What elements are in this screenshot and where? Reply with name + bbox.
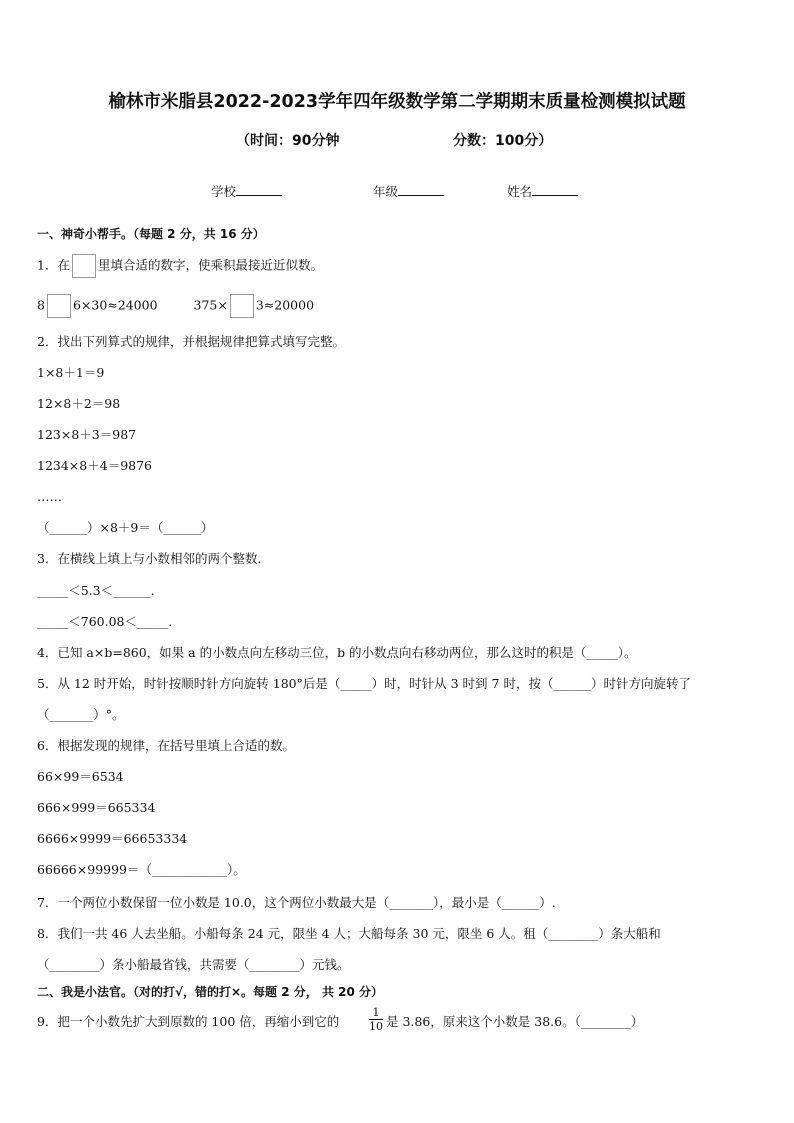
grade-label: 年级 (373, 184, 399, 199)
exam-time: （时间：90分钟 (236, 133, 340, 149)
answer-box-1[interactable] (47, 294, 71, 318)
q1-expressions (37, 294, 314, 318)
q2-answer-line: （______）×8＋9＝（______） (37, 520, 214, 535)
q6-line-2: 666×999＝665334 (37, 800, 156, 815)
section2-title: 二、我是小法官。（对的打√，错的打×。每题 2 分， 共 20 分） (37, 985, 383, 999)
fraction-numerator: 1 (369, 1006, 383, 1020)
q1-expr1-b: 6×30≈24000 (72, 297, 158, 313)
school-blank[interactable] (236, 183, 282, 196)
q1-intro-a: 1．在 (37, 257, 70, 273)
school-field[interactable] (211, 182, 282, 200)
q6-line-3: 6666×9999＝66653334 (37, 831, 188, 846)
grade-field[interactable] (373, 182, 444, 200)
q9-fraction (369, 1006, 383, 1033)
q5-text-1: 5．从 12 时开始，时针按顺时针方向旋转 180°后是（_____）时，时针从 3 时到 7 时，按（______）时针方向旋转了 (37, 676, 691, 691)
q3-line-1: _____＜5.3＜______. (37, 583, 155, 598)
q6-line-1: 66×99＝6534 (37, 769, 124, 784)
q7-text: 7．一个两位小数保留一位小数是 10.0，这个两位小数最大是（_______），最小是（______）. (37, 895, 556, 910)
q9-text-b: 是 3.86，原来这个小数是 38.6。（________） (386, 1014, 644, 1029)
q5-text-2: （_______）°。 (37, 707, 125, 722)
school-label: 学校 (211, 184, 237, 199)
q3-line-2: _____＜760.08＜_____. (37, 614, 173, 629)
q1-expr2-b: 3≈20000 (255, 297, 315, 313)
q8-text-2: （________）条小船最省钱，共需要（________）元钱。 (37, 957, 350, 972)
exam-score: 分数：100分） (453, 133, 553, 149)
q1-intro-b: 里填合适的数字，使乘积最接近近似数。 (97, 257, 323, 273)
q2-stem: 2．找出下列算式的规律，并根据规律把算式填写完整。 (37, 334, 345, 349)
q6-line-4: 66666×99999＝（____________）。 (37, 862, 246, 877)
q4-text: 4．已知 a×b=860，如果 a 的小数点向左移动三位，b 的小数点向右移动两位，那么这时的积是（_____）。 (37, 645, 637, 660)
q8-text-1: 8．我们一共 46 人去坐船。小船每条 24 元，限坐 4 人；大船每条 30 元，限坐 6 人。租（________）条大船和 (37, 926, 661, 941)
q9-text-a: 9．把一个小数先扩大到原数的 100 倍，再缩小到它的 (37, 1014, 340, 1029)
q2-line-3: 123×8＋3＝987 (37, 427, 137, 442)
name-field[interactable] (507, 182, 578, 200)
q2-line-4: 1234×8＋4＝9876 (37, 458, 153, 473)
q1-expr2-a: 375× (193, 297, 228, 313)
answer-box[interactable] (72, 254, 96, 278)
fraction-denominator: 10 (369, 1020, 383, 1033)
q1-stem (37, 254, 323, 278)
grade-blank[interactable] (398, 183, 444, 196)
q2-line-2: 12×8＋2＝98 (37, 396, 121, 411)
q2-ellipsis: …… (37, 489, 62, 504)
q2-line-1: 1×8＋1＝9 (37, 365, 105, 380)
answer-box-2[interactable] (230, 294, 254, 318)
q3-stem: 3．在横线上填上与小数相邻的两个整数． (37, 551, 270, 566)
name-blank[interactable] (532, 183, 578, 196)
q1-expr1-a: 8 (37, 297, 45, 313)
section1-title: 一、神奇小帮手。（每题 2 分，共 16 分） (37, 227, 265, 241)
page-title: 榆林市米脂县2022-2023学年四年级数学第二学期期末质量检测模拟试题 (108, 92, 686, 112)
q6-stem: 6．根据发现的规律，在括号里填上合适的数。 (37, 738, 295, 753)
name-label: 姓名 (507, 184, 533, 199)
